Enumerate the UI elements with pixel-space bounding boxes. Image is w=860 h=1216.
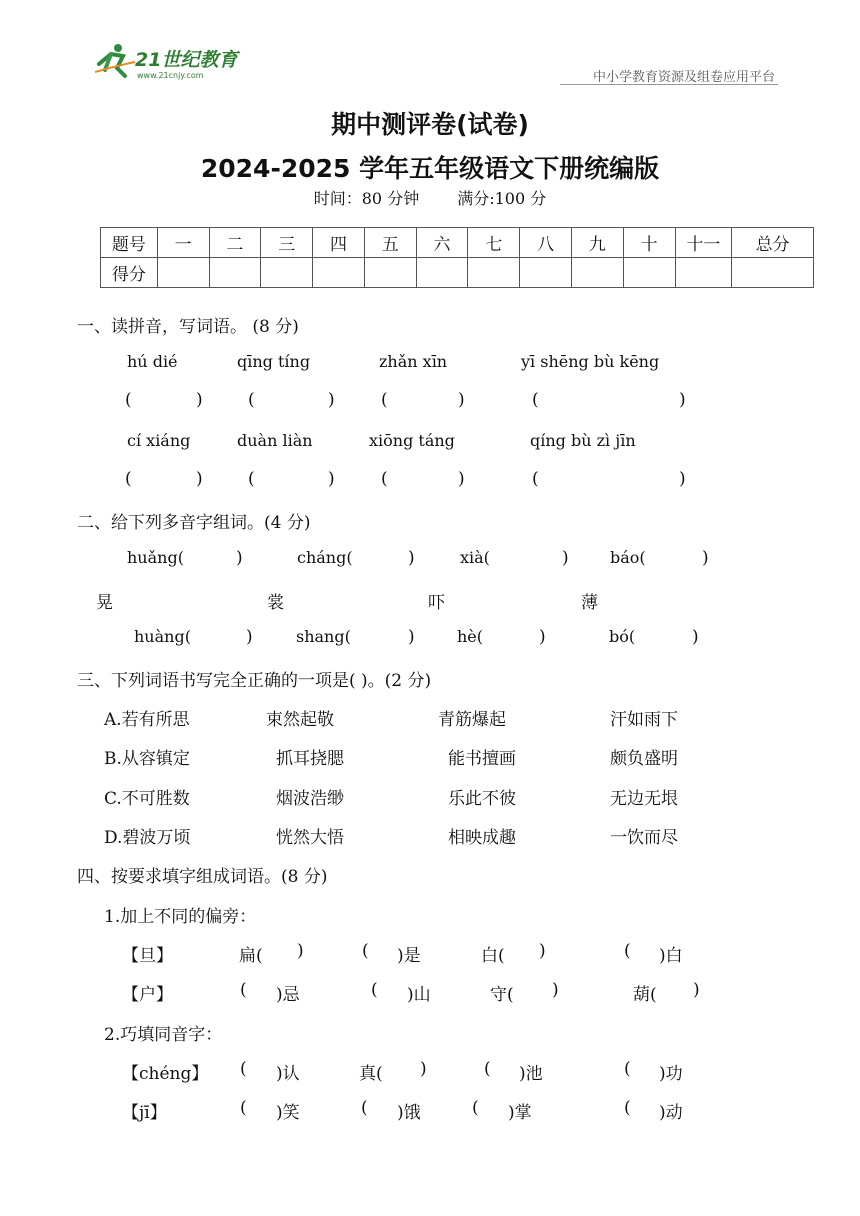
polyphone-pinyin: hè( [457,627,484,646]
score-cell[interactable] [416,258,468,288]
fill-item[interactable]: ( [371,980,378,1000]
fill-item: ) [539,941,546,961]
table-cell: 一 [157,228,209,258]
option-d[interactable]: D.碧波万顷 [104,828,191,848]
answer-blank-close: ) [458,469,465,489]
answer-blank-close: ) [702,548,709,568]
option-b[interactable]: B.从容镇定 [104,749,190,769]
fill-item[interactable]: ( [240,1098,247,1118]
option-word: 乐此不彼 [448,789,516,809]
fill-item: )掌 [508,1103,532,1123]
section-4-heading: 四、按要求填字组成词语。(8 分) [77,867,328,887]
polyphone-pinyin: huǎng( [127,548,184,567]
score-cell[interactable] [261,258,313,288]
answer-blank-close: ) [408,627,415,647]
answer-blank-close: ) [539,627,546,647]
table-cell: 十 [623,228,675,258]
table-cell: 七 [468,228,520,258]
polyphone-pinyin: báo( [610,548,646,567]
radical-label: 【旦】 [122,946,173,966]
site-logo [95,42,255,82]
platform-name: 中小学教育资源及组卷应用平台 [592,70,775,85]
option-word: 无边无垠 [610,789,678,809]
option-word: 相映成趣 [448,828,516,848]
fill-item: 葫( [633,985,657,1005]
answer-blank-open[interactable]: ( [125,469,132,489]
fill-item: 真( [359,1064,383,1084]
fill-item[interactable]: ( [361,1098,368,1118]
answer-blank-close: ) [328,390,335,410]
score-cell[interactable] [623,258,675,288]
fill-item: 守( [490,985,514,1005]
fill-item: )动 [659,1103,683,1123]
table-cell: 得分 [101,258,158,288]
answer-blank-open[interactable]: ( [532,390,539,410]
fill-item[interactable]: ( [240,1059,247,1079]
fill-item: )池 [519,1064,543,1084]
answer-blank-open[interactable]: ( [125,390,132,410]
option-word: 烟波浩缈 [276,789,344,809]
pinyin: qíng bù zì jīn [530,431,636,450]
score-cell[interactable] [157,258,209,288]
answer-blank-close: ) [692,627,699,647]
answer-blank-close: ) [246,627,253,647]
section-3-heading: 三、下列词语书写完全正确的一项是( )。(2 分) [77,671,432,691]
table-cell: 题号 [101,228,158,258]
section-2-heading: 二、给下列多音字组词。(4 分) [77,513,311,533]
answer-blank-close: ) [236,548,243,568]
score-cell[interactable] [520,258,572,288]
polyphone-pinyin: cháng( [297,548,353,567]
score-cell[interactable] [572,258,624,288]
logo-text: 21世纪教育 [135,49,238,71]
option-c[interactable]: C.不可胜数 [104,789,190,809]
answer-blank-open[interactable]: ( [248,469,255,489]
score-cell[interactable] [209,258,261,288]
fill-item: ) [420,1059,427,1079]
table-cell: 三 [261,228,313,258]
fill-item: )笑 [276,1103,300,1123]
answer-blank-close: ) [196,469,203,489]
score-table-header-row [101,228,814,258]
score-table [100,227,814,288]
answer-blank-close: ) [679,469,686,489]
answer-blank-open[interactable]: ( [381,390,388,410]
table-cell: 四 [313,228,365,258]
polyphone-char: 裳 [267,593,284,613]
table-cell: 十一 [675,228,732,258]
fill-item: ) [552,980,559,1000]
fill-item: )山 [407,985,431,1005]
option-word: 能书擅画 [448,749,516,769]
exam-subtitle: 2024-2025 学年五年级语文下册统编版 [200,154,660,183]
option-word: 汗如雨下 [610,710,678,730]
answer-blank-close: ) [458,390,465,410]
table-cell: 九 [572,228,624,258]
exam-time: 时间：80 分钟 [313,189,420,208]
table-cell: 五 [364,228,416,258]
sub-question-1: 1.加上不同的偏旁： [104,907,257,927]
fill-item: )是 [397,946,421,966]
answer-blank-close: ) [196,390,203,410]
fill-item: )忌 [276,985,300,1005]
answer-blank-close: ) [408,548,415,568]
pinyin: zhǎn xīn [379,352,448,371]
option-word: 抓耳挠腮 [276,749,344,769]
fill-item: 扁( [239,946,263,966]
fill-item[interactable]: ( [624,941,631,961]
polyphone-pinyin: xià( [460,548,490,567]
answer-blank-open[interactable]: ( [381,469,388,489]
fill-item: )白 [659,946,683,966]
radical-label: 【户】 [122,985,173,1005]
answer-blank-close: ) [562,548,569,568]
pinyin: hú dié [127,352,178,371]
fill-item: )功 [659,1064,683,1084]
exam-info [0,186,860,209]
score-cell[interactable] [313,258,365,288]
option-word: 颇负盛明 [610,749,678,769]
polyphone-pinyin: bó( [609,627,636,646]
pinyin: xiōng táng [369,431,455,450]
fill-item: )认 [276,1064,300,1084]
polyphone-pinyin: huàng( [134,627,191,646]
polyphone-char: 薄 [581,593,598,613]
header-divider [560,84,778,85]
fill-item[interactable]: ( [472,1098,479,1118]
fill-item: )饿 [397,1103,421,1123]
score-cell[interactable] [468,258,520,288]
answer-blank-open[interactable]: ( [248,390,255,410]
logo-url: www.21cnjy.com [137,71,204,80]
homophone-label: 【chéng】 [122,1064,209,1084]
runner-icon [95,44,135,76]
fill-item[interactable]: ( [240,980,247,1000]
fill-item[interactable]: ( [362,941,369,961]
option-word: 束然起敬 [266,710,334,730]
exam-title: 期中测评卷(试卷) [331,110,529,139]
pinyin: yī shēng bù kēng [521,352,660,371]
table-cell: 八 [520,228,572,258]
pinyin: cí xiáng [127,431,191,450]
section-1-heading: 一、读拼音，写词语。 (8 分) [77,317,299,337]
score-cell[interactable] [732,258,814,288]
fill-item: ) [693,980,700,1000]
polyphone-pinyin: shang( [296,627,351,646]
fill-item: ) [297,941,304,961]
exam-score: 满分:100 分 [457,189,547,208]
score-table-score-row [101,258,814,288]
fill-item[interactable]: ( [484,1059,491,1079]
fill-item: 白( [481,946,505,966]
polyphone-char: 吓 [428,593,445,613]
table-cell: 二 [209,228,261,258]
pinyin: qīng tíng [237,352,311,371]
pinyin: duàn liàn [237,431,313,450]
score-cell[interactable] [675,258,732,288]
option-word: 一饮而尽 [610,828,678,848]
score-cell[interactable] [364,258,416,288]
polyphone-char: 晃 [96,593,113,613]
option-word: 恍然大悟 [276,828,344,848]
sub-question-2: 2.巧填同音字： [104,1025,223,1045]
fill-item[interactable]: ( [624,1059,631,1079]
option-word: 青筋爆起 [438,710,506,730]
answer-blank-close: ) [328,469,335,489]
table-cell: 六 [416,228,468,258]
fill-item[interactable]: ( [624,1098,631,1118]
answer-blank-open[interactable]: ( [532,469,539,489]
homophone-label: 【jī】 [122,1103,167,1123]
option-a[interactable]: A.若有所思 [104,710,190,730]
table-cell: 总分 [732,228,814,258]
answer-blank-close: ) [679,390,686,410]
